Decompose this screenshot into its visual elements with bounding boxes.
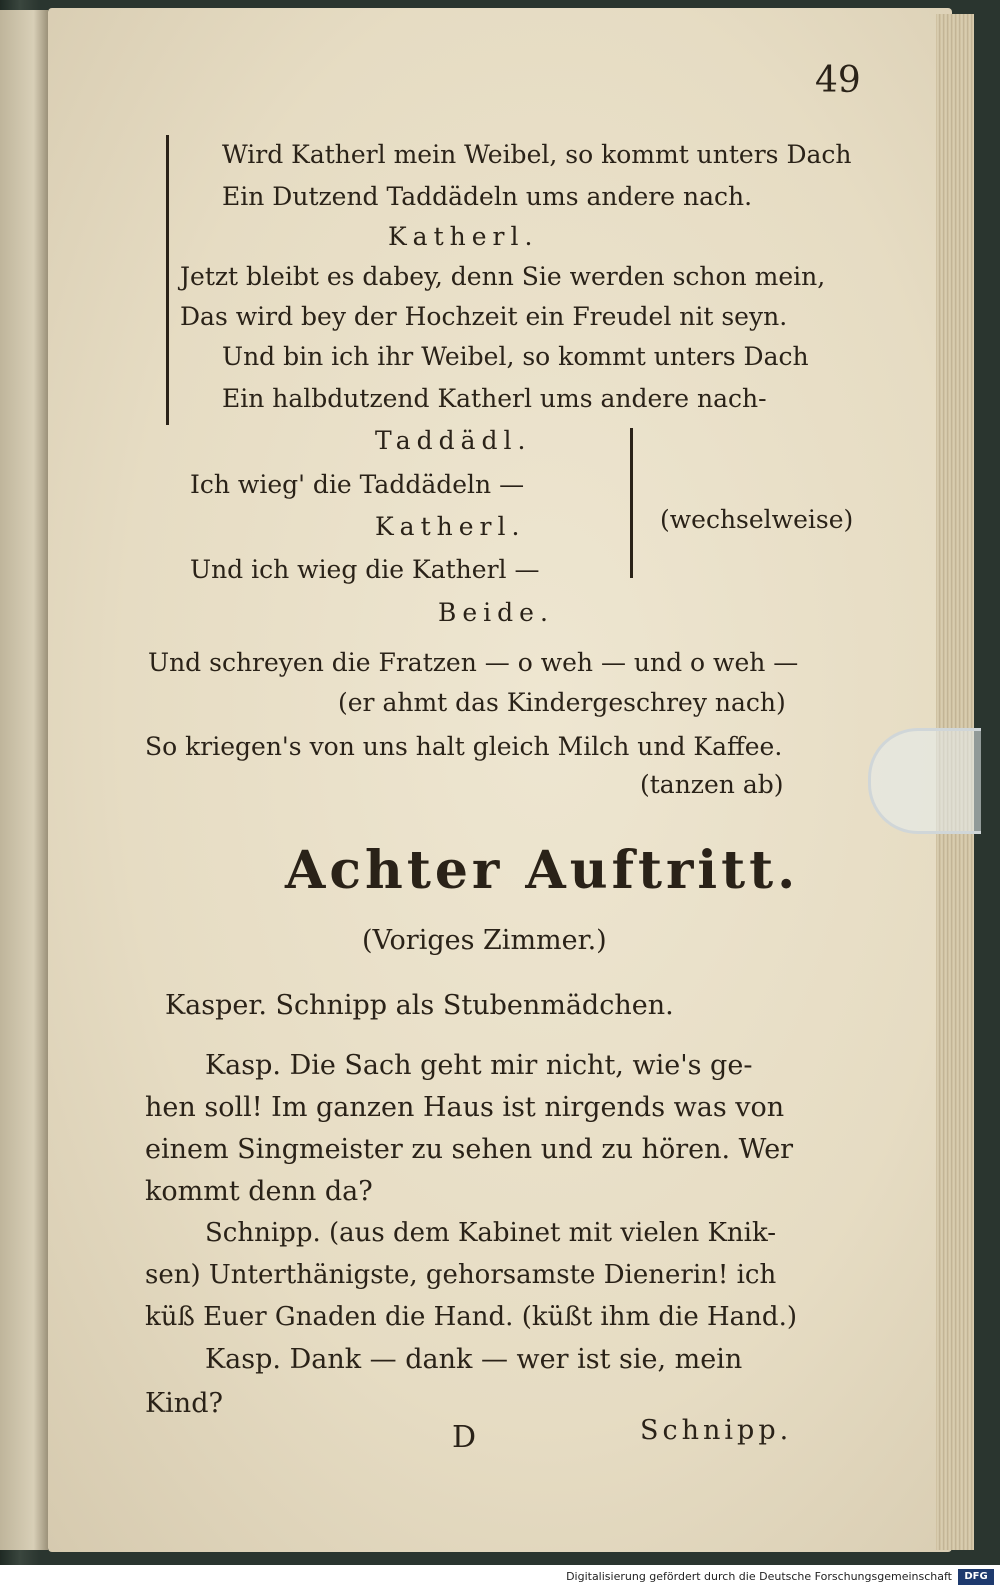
footer-credit: Digitalisierung gefördert durch die Deutsche Forschungsgemeinschaft xyxy=(566,1570,952,1583)
prose-line: Schnipp. (aus dem Kabinet mit vielen Knik- xyxy=(205,1218,777,1248)
verse-line: Und schreyen die Fratzen — o weh — und o weh — xyxy=(148,648,799,677)
verse-line: Ein Dutzend Taddädeln ums andere nach. xyxy=(222,182,753,211)
cast-line: Kasper. Schnipp als Stubenmädchen. xyxy=(165,990,674,1021)
verse-line: Und bin ich ihr Weibel, so kommt unters Dach xyxy=(222,342,809,371)
signature-mark: D xyxy=(452,1420,477,1455)
scene-setting: (Voriges Zimmer.) xyxy=(362,925,607,956)
page-number: 49 xyxy=(815,60,861,101)
prose-line: einem Singmeister zu sehen und zu hören. Wer xyxy=(145,1134,794,1165)
verse-line: Ein halbdutzend Katherl ums andere nach- xyxy=(222,384,767,413)
verse-line: Das wird bey der Hochzeit ein Freudel nit seyn. xyxy=(180,302,788,331)
prose-line: Kasp. Die Sach geht mir nicht, wie's ge- xyxy=(205,1050,753,1081)
stage-direction: (er ahmt das Kindergeschrey nach) xyxy=(338,688,786,717)
stage-direction: (tanzen ab) xyxy=(640,770,784,799)
speaker-beide: Beide. xyxy=(438,598,554,627)
speaker-katherl: Katherl. xyxy=(375,512,526,541)
stage-direction: (wechselweise) xyxy=(660,505,854,534)
prose-line: Kasp. Dank — dank — wer ist sie, mein xyxy=(205,1344,743,1375)
prose-line: kommt denn da? xyxy=(145,1176,373,1207)
prose-line: sen) Unterthänigste, gehorsamste Dienerin! ich xyxy=(145,1260,777,1290)
prose-line: küß Euer Gnaden die Hand. (küßt ihm die Hand.) xyxy=(145,1302,797,1332)
speaker-taddaedl: Taddädl. xyxy=(375,426,532,455)
verse-line: Ich wieg' die Taddädeln — xyxy=(190,470,525,499)
verse-line: Jetzt bleibt es dabey, denn Sie werden schon mein, xyxy=(180,262,826,291)
song-brace-right xyxy=(630,428,633,578)
song-brace-left xyxy=(166,135,169,425)
facing-page-edge xyxy=(0,10,48,1550)
prose-line: Kind? xyxy=(145,1388,223,1419)
speaker-katherl: Katherl. xyxy=(388,222,539,251)
verse-line: Und ich wieg die Katherl — xyxy=(190,555,540,584)
verse-line: So kriegen's von uns halt gleich Milch und Kaffee. xyxy=(145,732,783,761)
footer-bar xyxy=(0,1565,1000,1591)
verse-line: Wird Katherl mein Weibel, so kommt unters Dach xyxy=(222,140,852,169)
dfg-logo: DFG xyxy=(958,1569,994,1585)
scene-heading: Achter Auftritt. xyxy=(285,840,800,901)
catchword: Schnipp. xyxy=(640,1415,793,1446)
prose-line: hen soll! Im ganzen Haus ist nirgends was von xyxy=(145,1092,785,1123)
page-clip xyxy=(868,728,981,834)
